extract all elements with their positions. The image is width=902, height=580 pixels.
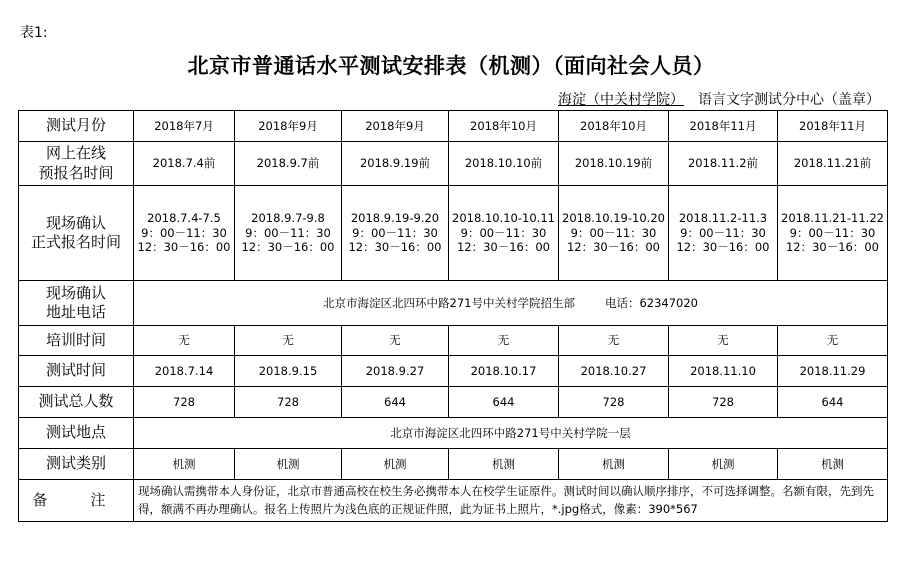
document-title: 北京市普通话水平测试安排表（机测）（面向社会人员） xyxy=(187,54,715,78)
afternoon-hours: 12：30－16：00 xyxy=(348,240,442,255)
header-line: 正式报名时间 xyxy=(30,233,121,251)
test-type-cell: 机测 xyxy=(449,449,559,480)
morning-hours: 9：00－11：30 xyxy=(245,225,331,240)
registration-cell xyxy=(235,186,342,281)
test-date-cell: 2018.10.27 xyxy=(559,356,669,387)
test-type-cell: 机测 xyxy=(342,449,449,480)
phone-text: 电话：62347020 xyxy=(604,295,698,310)
test-type-cell: 机测 xyxy=(134,449,235,480)
test-date-cell: 2018.11.29 xyxy=(778,356,888,387)
row-header-training: 培训时间 xyxy=(19,326,134,356)
row-header-test-location: 测试地点 xyxy=(19,418,134,449)
training-cell: 无 xyxy=(669,326,778,356)
test-date-cell: 2018.10.17 xyxy=(449,356,559,387)
count-cell: 728 xyxy=(559,387,669,418)
date-range: 2018.10.19-10.20 xyxy=(562,210,665,225)
address-phone-cell xyxy=(134,281,888,326)
count-cell: 644 xyxy=(342,387,449,418)
month-cell: 2018年10月 xyxy=(559,111,669,142)
row-test-month xyxy=(19,111,888,142)
count-cell: 728 xyxy=(669,387,778,418)
date-range: 2018.10.10-10.11 xyxy=(452,210,555,225)
header-line: 网上在线 xyxy=(45,144,106,162)
header-line: 预报名时间 xyxy=(38,163,114,182)
row-header-test-date: 测试时间 xyxy=(19,356,134,387)
training-cell: 无 xyxy=(134,326,235,356)
remarks-cell: 现场确认需携带本人身份证，北京市普通高校在校生务必携带本人在校学生证原件。测试时间以确认顺序排序，不可选择调整。名额有限，先到先得，额满不再办理确认。报名上传照片为浅色底的正规证件照，此为证书上照片，*.jpg格式，像素：390*567 xyxy=(134,480,888,522)
table-label: 表1: xyxy=(20,25,48,41)
morning-hours: 9：00－11：30 xyxy=(141,225,227,240)
month-cell: 2018年9月 xyxy=(342,111,449,142)
issuer-center: 语言文字测试分中心（盖章） xyxy=(698,92,880,108)
row-header-test-type: 测试类别 xyxy=(19,449,134,480)
date-range: 2018.11.21-11.22 xyxy=(781,210,884,225)
month-cell: 2018年11月 xyxy=(669,111,778,142)
morning-hours: 9：00－11：30 xyxy=(352,225,438,240)
month-cell: 2018年11月 xyxy=(778,111,888,142)
prereg-cell: 2018.10.10前 xyxy=(449,142,559,186)
afternoon-hours: 12：30－16：00 xyxy=(456,240,551,255)
test-date-cell: 2018.9.27 xyxy=(342,356,449,387)
morning-hours: 9：00－11：30 xyxy=(460,225,547,240)
row-header-test-month: 测试月份 xyxy=(19,111,134,142)
training-cell: 无 xyxy=(235,326,342,356)
issuer-line xyxy=(558,89,880,109)
row-online-prereg xyxy=(19,142,888,186)
row-onsite-registration xyxy=(19,186,888,281)
row-header-onsite-registration xyxy=(19,186,134,281)
row-training xyxy=(19,326,888,356)
test-type-cell: 机测 xyxy=(235,449,342,480)
test-date-cell: 2018.7.14 xyxy=(134,356,235,387)
prereg-cell: 2018.11.2前 xyxy=(669,142,778,186)
training-cell: 无 xyxy=(778,326,888,356)
prereg-cell: 2018.11.21前 xyxy=(778,142,888,186)
registration-cell xyxy=(778,186,888,281)
count-cell: 728 xyxy=(134,387,235,418)
afternoon-hours: 12：30－16：00 xyxy=(676,240,770,255)
morning-hours: 9：00－11：30 xyxy=(570,225,657,240)
date-range: 2018.7.4-7.5 xyxy=(147,210,221,225)
month-cell: 2018年10月 xyxy=(449,111,559,142)
morning-hours: 9：00－11：30 xyxy=(789,225,876,240)
afternoon-hours: 12：30－16：00 xyxy=(241,240,335,255)
test-location-cell: 北京市海淀区北四环中路271号中关村学院一层 xyxy=(134,418,888,449)
test-type-cell: 机测 xyxy=(669,449,778,480)
row-onsite-address xyxy=(19,281,888,326)
row-test-type xyxy=(19,449,888,480)
date-range: 2018.11.2-11.3 xyxy=(678,210,768,225)
month-cell: 2018年7月 xyxy=(134,111,235,142)
row-header-remarks: 备 注 xyxy=(19,480,134,522)
row-test-location xyxy=(19,418,888,449)
issuer-org: 海淀（中关村学院） xyxy=(558,92,684,108)
test-date-cell: 2018.9.15 xyxy=(235,356,342,387)
afternoon-hours: 12：30－16：00 xyxy=(785,240,880,255)
row-header-onsite-address xyxy=(19,281,134,326)
prereg-cell: 2018.9.7前 xyxy=(235,142,342,186)
prereg-cell: 2018.7.4前 xyxy=(134,142,235,186)
prereg-cell: 2018.9.19前 xyxy=(342,142,449,186)
count-cell: 644 xyxy=(449,387,559,418)
afternoon-hours: 12：30－16：00 xyxy=(137,240,231,255)
row-header-total-examinees: 测试总人数 xyxy=(19,387,134,418)
morning-hours: 9：00－11：30 xyxy=(680,225,766,240)
address-text: 北京市海淀区北四环中路271号中关村学院招生部 xyxy=(323,295,575,310)
test-type-cell: 机测 xyxy=(559,449,669,480)
prereg-cell: 2018.10.19前 xyxy=(559,142,669,186)
schedule-table xyxy=(18,110,888,522)
test-date-cell: 2018.11.10 xyxy=(669,356,778,387)
training-cell: 无 xyxy=(559,326,669,356)
date-range: 2018.9.7-9.8 xyxy=(251,210,325,225)
training-cell: 无 xyxy=(449,326,559,356)
registration-cell xyxy=(559,186,669,281)
row-test-date xyxy=(19,356,888,387)
registration-cell xyxy=(449,186,559,281)
header-line: 地址电话 xyxy=(45,303,106,321)
training-cell: 无 xyxy=(342,326,449,356)
month-cell: 2018年9月 xyxy=(235,111,342,142)
count-cell: 644 xyxy=(778,387,888,418)
header-line: 现场确认 xyxy=(45,283,106,302)
row-total-examinees xyxy=(19,387,888,418)
row-remarks xyxy=(19,480,888,522)
date-range: 2018.9.19-9.20 xyxy=(350,210,440,225)
header-line: 现场确认 xyxy=(45,213,106,232)
registration-cell xyxy=(134,186,235,281)
test-type-cell: 机测 xyxy=(778,449,888,480)
count-cell: 728 xyxy=(235,387,342,418)
registration-cell xyxy=(342,186,449,281)
row-header-online-prereg xyxy=(19,142,134,186)
afternoon-hours: 12：30－16：00 xyxy=(566,240,661,255)
registration-cell xyxy=(669,186,778,281)
